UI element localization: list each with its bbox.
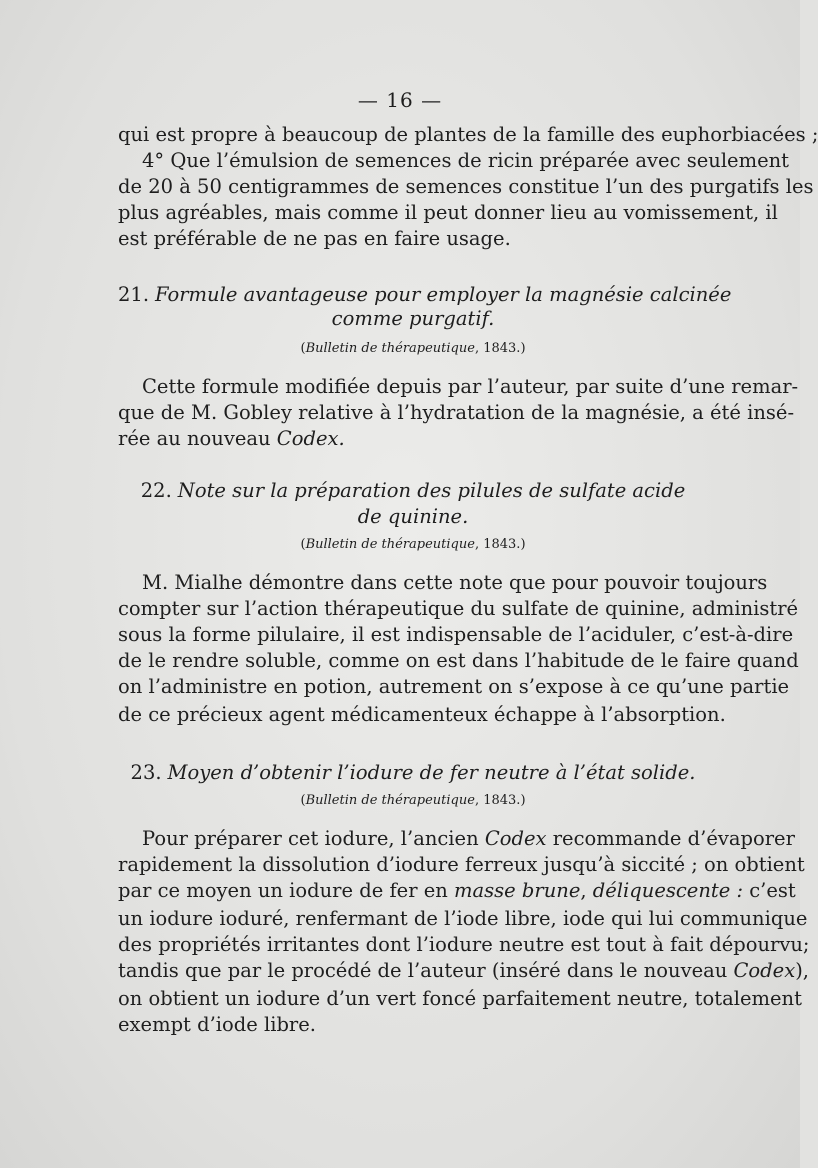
section-22-line-6: de ce précieux agent médicamenteux échappe à l’absorption. bbox=[118, 703, 726, 726]
section-23-line-7: on obtient un iodure d’un vert foncé parfaitement neutre, totalement bbox=[118, 987, 802, 1010]
section-21-number: 21. bbox=[118, 283, 150, 306]
intro-line-2: 4° Que l’émulsion de semences de ricin préparée avec seulement bbox=[142, 149, 790, 172]
section-23-title: 23. Moyen d’obtenir l’iodure de fer neutre à l’état solide. bbox=[130, 761, 696, 784]
section-23-line-8: exempt d’iode libre. bbox=[118, 1013, 316, 1036]
section-22-line-4: de le rendre soluble, comme on est dans l’habitude de le faire quand bbox=[118, 649, 799, 672]
section-22-source: (Bulletin de thérapeutique, 1843.) bbox=[300, 537, 526, 552]
section-23-line-6: tandis que par le procédé de l’auteur (inséré dans le nouveau Codex), bbox=[118, 959, 810, 982]
section-22-title-cont: de quinine. bbox=[357, 505, 469, 528]
intro-line-3: de 20 à 50 centigrammes de semences constitue l’un des purgatifs les bbox=[118, 175, 814, 198]
section-23-source: (Bulletin de thérapeutique, 1843.) bbox=[300, 793, 526, 808]
section-22-line-3: sous la forme pilulaire, il est indispensable de l’aciduler, c’est-à-dire bbox=[118, 623, 794, 646]
section-21-line-3: rée au nouveau Codex. bbox=[118, 427, 345, 450]
intro-line-1: qui est propre à beaucoup de plantes de la famille des euphorbiacées ; bbox=[118, 123, 818, 146]
intro-line-5: est préférable de ne pas en faire usage. bbox=[118, 227, 511, 250]
section-23-line-1: Pour préparer cet iodure, l’ancien Codex recommande d’évaporer bbox=[142, 827, 795, 850]
section-23-line-5: des propriétés irritantes dont l’iodure neutre est tout à fait dépourvu; bbox=[118, 933, 810, 956]
section-21-title: 21. Formule avantageuse pour employer la magnésie calcinée bbox=[118, 283, 732, 306]
section-22-title: 22. Note sur la préparation des pilules de sulfate acide bbox=[140, 479, 686, 502]
section-21-line-1: Cette formule modifiée depuis par l’auteur, par suite d’une remar- bbox=[142, 375, 799, 398]
section-22-line-2: compter sur l’action thérapeutique du sulfate de quinine, administré bbox=[118, 597, 799, 620]
section-21-source: (Bulletin de thérapeutique, 1843.) bbox=[300, 341, 526, 356]
section-23-line-2: rapidement la dissolution d’iodure ferreux jusqu’à siccité ; on obtient bbox=[118, 853, 805, 876]
section-22-number: 22. bbox=[140, 479, 172, 502]
intro-line-4: plus agréables, mais comme il peut donner lieu au vomissement, il bbox=[118, 201, 778, 224]
section-22-line-5: on l’administre en potion, autrement on s’expose à ce qu’une partie bbox=[118, 675, 790, 698]
section-23-number: 23. bbox=[130, 761, 162, 784]
section-23-line-3: par ce moyen un iodure de fer en masse brune, déliquescente : c’est bbox=[118, 879, 796, 902]
section-21-title-cont: comme purgatif. bbox=[331, 307, 495, 330]
page-number: — 16 — bbox=[357, 88, 443, 112]
section-21-line-2: que de M. Gobley relative à l’hydratation de la magnésie, a été insé- bbox=[118, 401, 795, 424]
section-22-line-1: M. Mialhe démontre dans cette note que pour pouvoir toujours bbox=[142, 571, 768, 594]
section-23-line-4: un iodure ioduré, renfermant de l’iode libre, iode qui lui communique bbox=[118, 907, 808, 930]
